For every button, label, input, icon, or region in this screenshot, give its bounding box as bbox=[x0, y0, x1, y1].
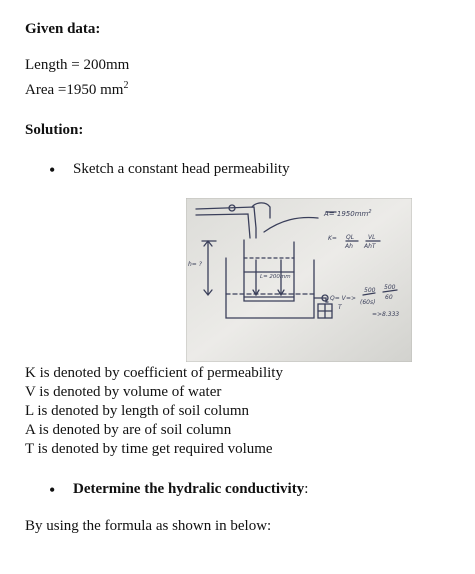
sketch-head-label: h= ? bbox=[188, 261, 202, 268]
bullet-dot: • bbox=[49, 160, 56, 180]
sketch-calc-den1: (60s) bbox=[360, 299, 376, 306]
solution-heading: Solution: bbox=[25, 122, 84, 138]
sketch-area-note: $A= 1950mm^2$ bbox=[324, 209, 372, 218]
permeability-sketch-photo bbox=[186, 198, 412, 362]
sketch-k-den2: AhT bbox=[364, 243, 376, 250]
sketch-result: =>8.333 bbox=[372, 311, 400, 318]
sketch-k-den1: Ah bbox=[345, 243, 353, 250]
area-unit: mm bbox=[100, 82, 124, 98]
area-line bbox=[25, 80, 128, 99]
sketch-soil-label: L= 200mm bbox=[260, 274, 291, 280]
length-line bbox=[25, 57, 129, 74]
bullet-dot-2: • bbox=[49, 480, 56, 500]
sketch-calc-den2: 60 bbox=[385, 294, 393, 301]
definition-v: V is denoted by volume of water bbox=[25, 384, 222, 400]
area-equals: = bbox=[57, 82, 67, 98]
length-label: Length bbox=[25, 57, 68, 73]
bullet-hydraulic-line bbox=[73, 481, 308, 498]
definition-l: L is denoted by length of soil column bbox=[25, 403, 249, 419]
sketch-q-label: Q= V bbox=[330, 295, 346, 302]
length-unit: mm bbox=[105, 57, 130, 73]
area-exponent: 2 bbox=[123, 80, 129, 91]
length-value: 200 bbox=[83, 57, 106, 73]
given-data-heading: Given data: bbox=[25, 21, 101, 37]
sketch-k-num2: VL bbox=[368, 234, 376, 241]
definition-k: K is denoted by coefficient of permeability bbox=[25, 365, 283, 381]
area-label: Area bbox=[25, 82, 55, 98]
sketch-calc-num1: 500 bbox=[364, 287, 376, 294]
sketch-q-den: T bbox=[338, 304, 342, 311]
formula-intro: By using the formula as shown in below: bbox=[25, 518, 272, 534]
sketch-q-arrow: => bbox=[346, 295, 357, 302]
sketch-k-left: K= bbox=[328, 235, 337, 242]
bullet-hydraulic-colon: : bbox=[304, 481, 309, 497]
area-value: 1950 bbox=[66, 82, 97, 98]
definition-a: A is denoted by are of soil column bbox=[25, 422, 232, 438]
bullet-hydraulic-text: Determine the hydralic conductivity bbox=[73, 481, 305, 497]
length-equals: = bbox=[71, 57, 80, 73]
definition-t: T is denoted by time get required volume bbox=[25, 441, 273, 457]
sketch-k-num1: QL bbox=[346, 234, 355, 241]
sketch-calc-num2: 500 bbox=[384, 284, 396, 291]
bullet-sketch-text: Sketch a constant head permeability bbox=[73, 161, 290, 177]
